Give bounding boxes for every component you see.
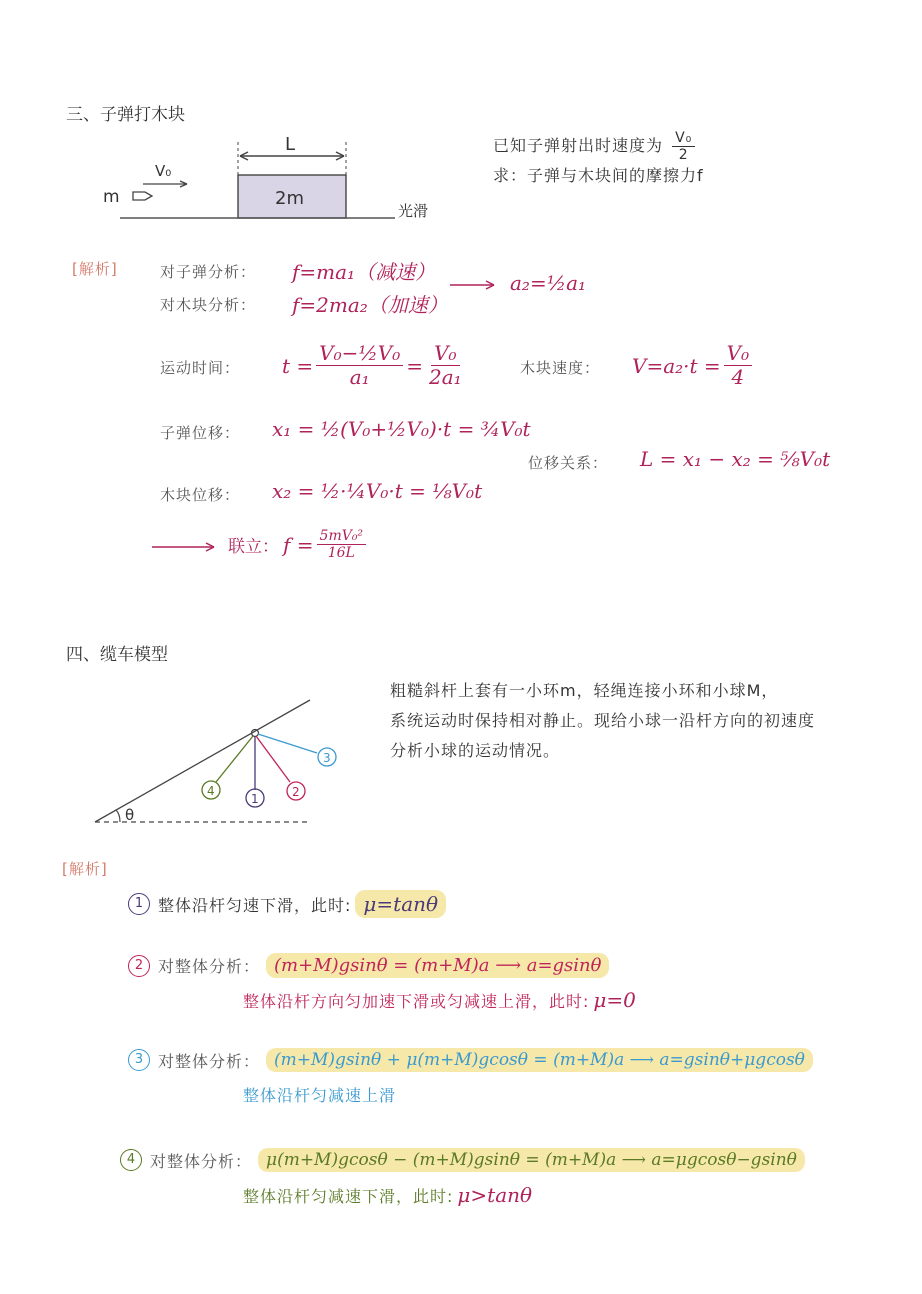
block-analysis-label: 对木块分析： <box>160 296 257 314</box>
surface-label: 光滑 <box>398 202 429 220</box>
case-4-eq: μ(m+M)gcosθ − (m+M)gsinθ = (m+M)a ⟶ a=μgcosθ−gsinθ <box>258 1148 805 1172</box>
block-speed-label: 木块速度： <box>520 359 601 377</box>
desc-line-2: 系统运动时保持相对静止。现给小球一沿杆方向的初速度 <box>390 711 816 730</box>
case-2-eq: (m+M)gsinθ = (m+M)a ⟶ a=gsinθ <box>266 953 609 978</box>
case-1-number: 1 <box>128 893 150 915</box>
case-4-sub: 整体沿杆匀减速下滑，此时: μ>tanθ <box>243 1183 533 1207</box>
case-3-label: 对整体分析： <box>158 1051 261 1071</box>
length-label: L <box>285 134 296 155</box>
svg-text:2: 2 <box>292 785 300 799</box>
case-2 <box>128 953 609 978</box>
case-3 <box>128 1048 813 1072</box>
analysis-tag-2: [解析] <box>62 860 108 878</box>
case-1-eq: μ=tanθ <box>355 890 446 918</box>
case-2-label: 对整体分析： <box>158 957 261 976</box>
case-1 <box>128 890 446 918</box>
long-arrow-icon <box>150 540 220 554</box>
block-disp-eq: x₂ = ½·¼V₀·t = ⅛V₀t <box>272 479 483 503</box>
incline-rod <box>95 700 310 822</box>
bullet-shape <box>133 192 152 200</box>
case-1-label: 整体沿杆匀速下滑，此时: <box>158 895 352 915</box>
case-4 <box>120 1148 805 1172</box>
desc-line-1: 粗糙斜杆上套有一小环m，轻绳连接小环和小球M， <box>390 681 779 700</box>
velocity-label: V₀ <box>155 162 172 180</box>
given-text: 已知子弹射出时速度为 $\frac{\text{V₀}}{2}$ <box>493 130 698 163</box>
ask-text: 求：子弹与木块间的摩擦力f <box>493 166 704 185</box>
bullet-block-diagram <box>95 130 455 230</box>
section4-title: 四、缆车模型 <box>66 645 168 665</box>
time-eq: t = $\frac{\text{V₀−½V₀}}{\text{a₁}}$ = $\frac{\text{V₀}}{\text{2a₁}}$ <box>282 341 462 389</box>
angle-label: θ <box>125 806 135 824</box>
block-force-eq: f=2ma₂（加速） <box>292 293 448 317</box>
bullet-disp-label: 子弹位移： <box>160 424 241 442</box>
case-3-number: 3 <box>128 1049 150 1071</box>
case-2-sub: 整体沿杆方向匀加速下滑或匀减速上滑，此时: μ=0 <box>243 988 636 1012</box>
bullet-label: m <box>103 187 120 207</box>
case-3-eq: (m+M)gsinθ + μ(m+M)gcosθ = (m+M)a ⟶ a=gsinθ+μgcosθ <box>266 1048 813 1072</box>
bullet-disp-eq: x₁ = ½(V₀+½V₀)·t = ¾V₀t <box>272 417 531 441</box>
accel-relation-eq: a₂=½a₁ <box>510 271 587 295</box>
svg-text:1: 1 <box>251 792 259 806</box>
combine-eq: 联立： f = $\frac{\text{5mV₀²}}{16L}$ <box>228 528 369 561</box>
block-label: 2m <box>275 188 304 209</box>
disp-relation-label: 位移关系： <box>528 454 609 472</box>
case-4-number: 4 <box>120 1149 142 1171</box>
bullet-force-eq: f=ma₁（减速） <box>292 260 436 284</box>
block-disp-label: 木块位移： <box>160 486 241 504</box>
time-label: 运动时间： <box>160 359 241 377</box>
cable-car-diagram <box>85 690 355 830</box>
case-4-label: 对整体分析： <box>150 1151 253 1171</box>
arrow-icon <box>448 278 498 292</box>
section3-title: 三、子弹打木块 <box>66 105 185 125</box>
case-2-number: 2 <box>128 955 150 977</box>
svg-text:3: 3 <box>323 751 331 765</box>
analysis-tag-1: [解析] <box>72 260 118 278</box>
block-speed-eq: V=a₂·t = $\frac{\text{V₀}}{4}$ <box>632 342 755 389</box>
disp-relation-eq: L = x₁ − x₂ = ⅝V₀t <box>640 447 831 471</box>
desc-line-3: 分析小球的运动情况。 <box>390 741 561 760</box>
svg-text:4: 4 <box>207 784 215 798</box>
bullet-analysis-label: 对子弹分析： <box>160 263 257 281</box>
case-3-sub: 整体沿杆匀减速上滑 <box>243 1086 397 1105</box>
